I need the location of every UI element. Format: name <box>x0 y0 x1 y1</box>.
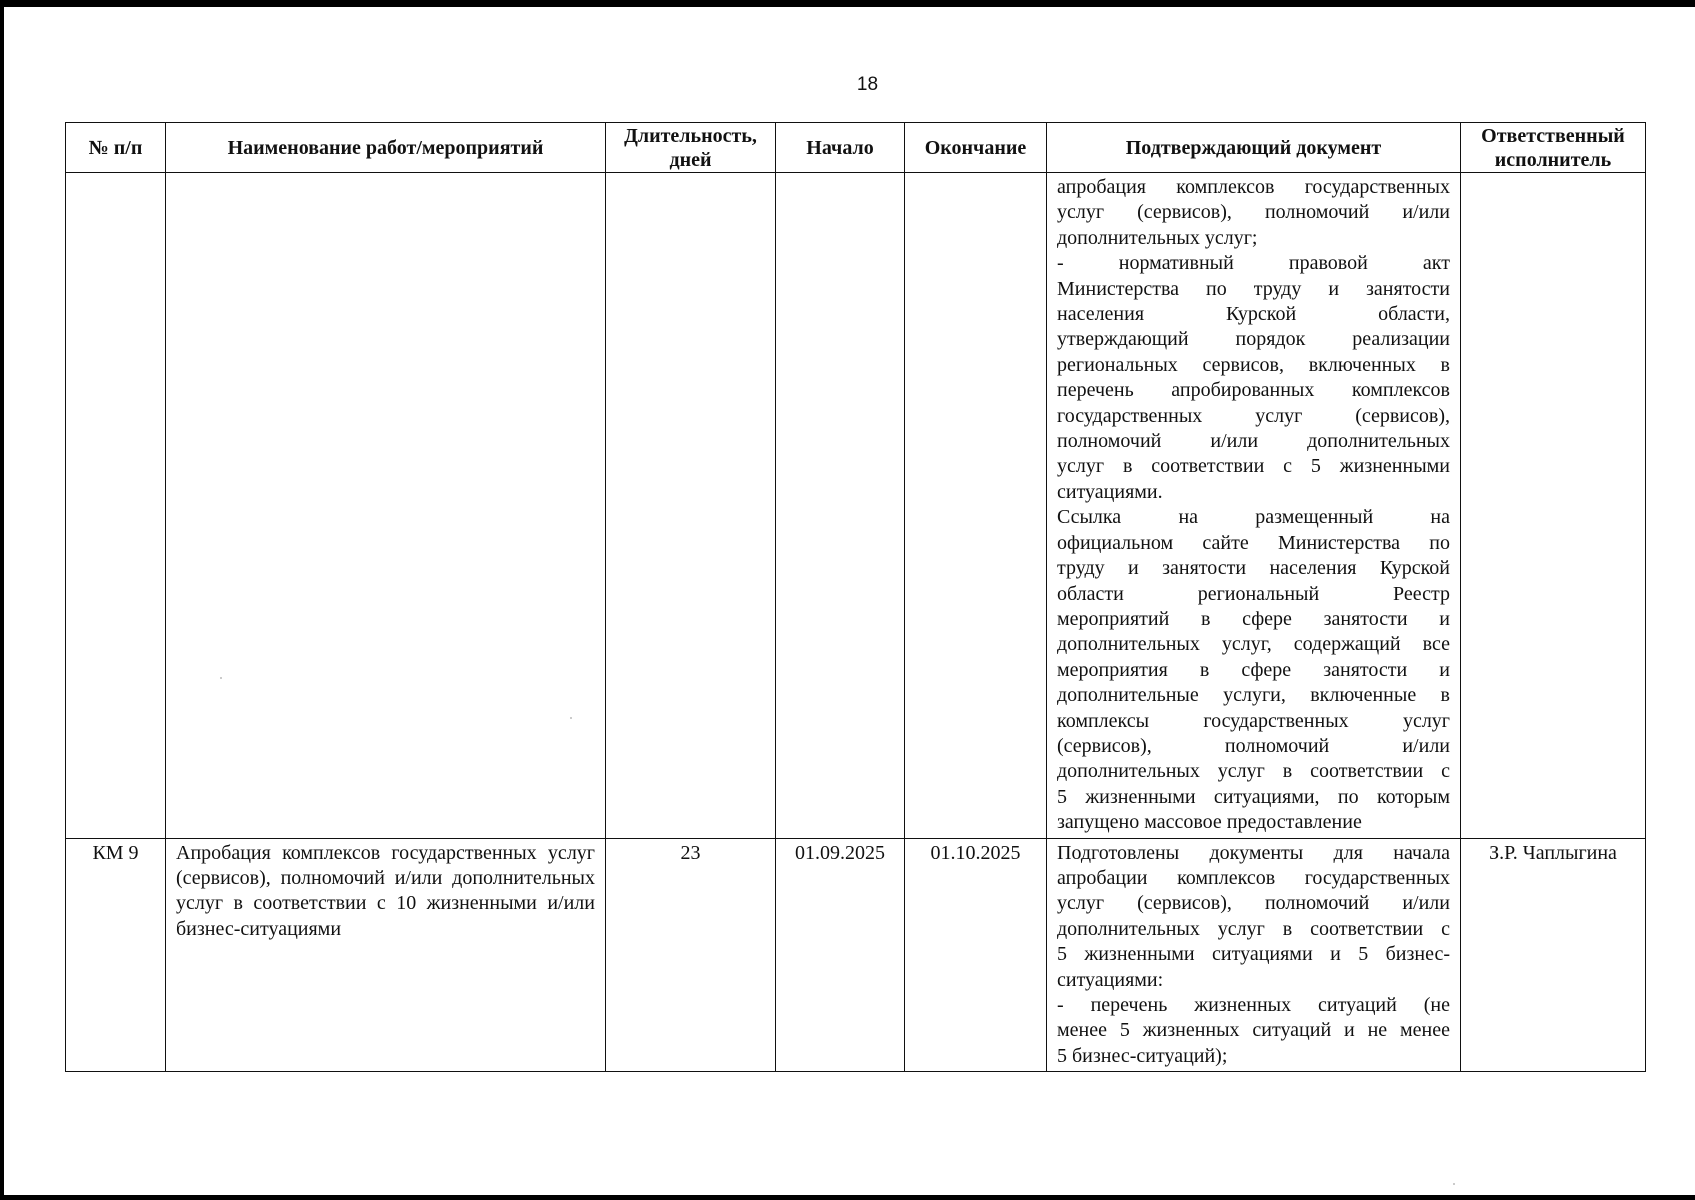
document-line: апробация комплексов государственных <box>1057 176 1450 198</box>
document-line: менее 5 жизненных ситуаций и не менее <box>1057 1019 1450 1042</box>
document-line: 5 жизненными ситуациями и 5 бизнес- <box>1057 943 1450 966</box>
cell-end <box>905 173 1047 839</box>
header-duration: Длительность, дней <box>606 123 776 173</box>
document-line: утверждающий порядок реализации <box>1057 328 1450 351</box>
cell-start: 01.09.2025 <box>776 838 905 1072</box>
document-line: 5 бизнес-ситуаций); <box>1057 1044 1228 1067</box>
document-line: комплексы государственных услуг <box>1057 709 1450 732</box>
header-name: Наименование работ/мероприятий <box>166 123 606 173</box>
document-line: (сервисов), полномочий и/или <box>1057 734 1450 757</box>
cell-number: КМ 9 <box>66 838 166 1072</box>
scan-border-top <box>0 0 1695 7</box>
cell-duration <box>606 173 776 839</box>
document-line: дополнительных услуг; <box>1057 226 1258 249</box>
document-line: полномочий и/или дополнительных <box>1057 430 1450 453</box>
document-line: дополнительные услуги, включенные в <box>1057 684 1450 707</box>
cell-responsible <box>1461 173 1646 839</box>
scan-border-left <box>0 0 4 1200</box>
document-line: ситуациями: <box>1057 968 1164 991</box>
cell-start <box>776 173 905 839</box>
scan-speck <box>220 677 222 679</box>
header-responsible: Ответственный исполнитель <box>1461 123 1646 173</box>
scan-border-bottom <box>0 1195 1695 1200</box>
document-line: запущено массовое предоставление <box>1057 811 1362 834</box>
document-line: Подготовлены документы для начала <box>1057 841 1450 864</box>
cell-document <box>1047 838 1461 1072</box>
document-line: апробации комплексов государственных <box>1057 866 1450 889</box>
document-line: Министерства по труду и занятости <box>1057 277 1450 300</box>
document-line: дополнительных услуг в соответствии с <box>1057 917 1450 940</box>
document-line: - нормативный правовой акт <box>1057 252 1450 275</box>
document-line: услуг в соответствии с 5 жизненными <box>1057 455 1450 478</box>
document-line: мероприятий в сфере занятости и <box>1057 607 1450 630</box>
document-line: Ссылка на размещенный на <box>1057 506 1450 529</box>
header-document: Подтверждающий документ <box>1047 123 1461 173</box>
cell-duration: 23 <box>606 838 776 1072</box>
document-line: перечень апробированных комплексов <box>1057 379 1450 402</box>
document-line: региональных сервисов, включенных в <box>1057 353 1450 376</box>
document-line: дополнительных услуг в соответствии с <box>1057 760 1450 783</box>
document-line: услуг (сервисов), полномочий и/или <box>1057 201 1450 224</box>
cell-number <box>66 173 166 839</box>
document-line: официальном сайте Министерства по <box>1057 531 1450 554</box>
cell-document <box>1047 173 1461 839</box>
document-line: труду и занятости населения Курской <box>1057 557 1450 580</box>
scan-speck <box>570 717 572 719</box>
cell-end: 01.10.2025 <box>905 838 1047 1072</box>
document-line: дополнительных услуг, содержащий все <box>1057 633 1450 656</box>
cell-name <box>166 173 606 839</box>
work-plan-table <box>65 122 1646 1072</box>
table-row <box>66 838 1646 1072</box>
document-line: области региональный Реестр <box>1057 582 1450 605</box>
header-number: № п/п <box>66 123 166 173</box>
page-number: 18 <box>856 74 879 95</box>
document-line: 5 жизненными ситуациями, по которым <box>1057 785 1450 808</box>
document-line: услуг (сервисов), полномочий и/или <box>1057 892 1450 915</box>
document-line: ситуациями. <box>1057 480 1163 503</box>
table-header-row <box>66 123 1646 173</box>
cell-name: Апробация комплексов государственных услуг (сервисов), полномочий и/или дополнительных услуг в соответствии с 10 жизненными и/или бизнес-ситуациями <box>166 838 606 1072</box>
table-row <box>66 173 1646 839</box>
document-line: мероприятия в сфере занятости и <box>1057 658 1450 681</box>
scan-speck <box>1453 1183 1455 1185</box>
cell-responsible: З.Р. Чаплыгина <box>1461 838 1646 1072</box>
header-start: Начало <box>776 123 905 173</box>
document-line: государственных услуг (сервисов), <box>1057 404 1450 427</box>
header-end: Окончание <box>905 123 1047 173</box>
document-line: населения Курской области, <box>1057 303 1450 326</box>
document-line: - перечень жизненных ситуаций (не <box>1057 994 1450 1016</box>
